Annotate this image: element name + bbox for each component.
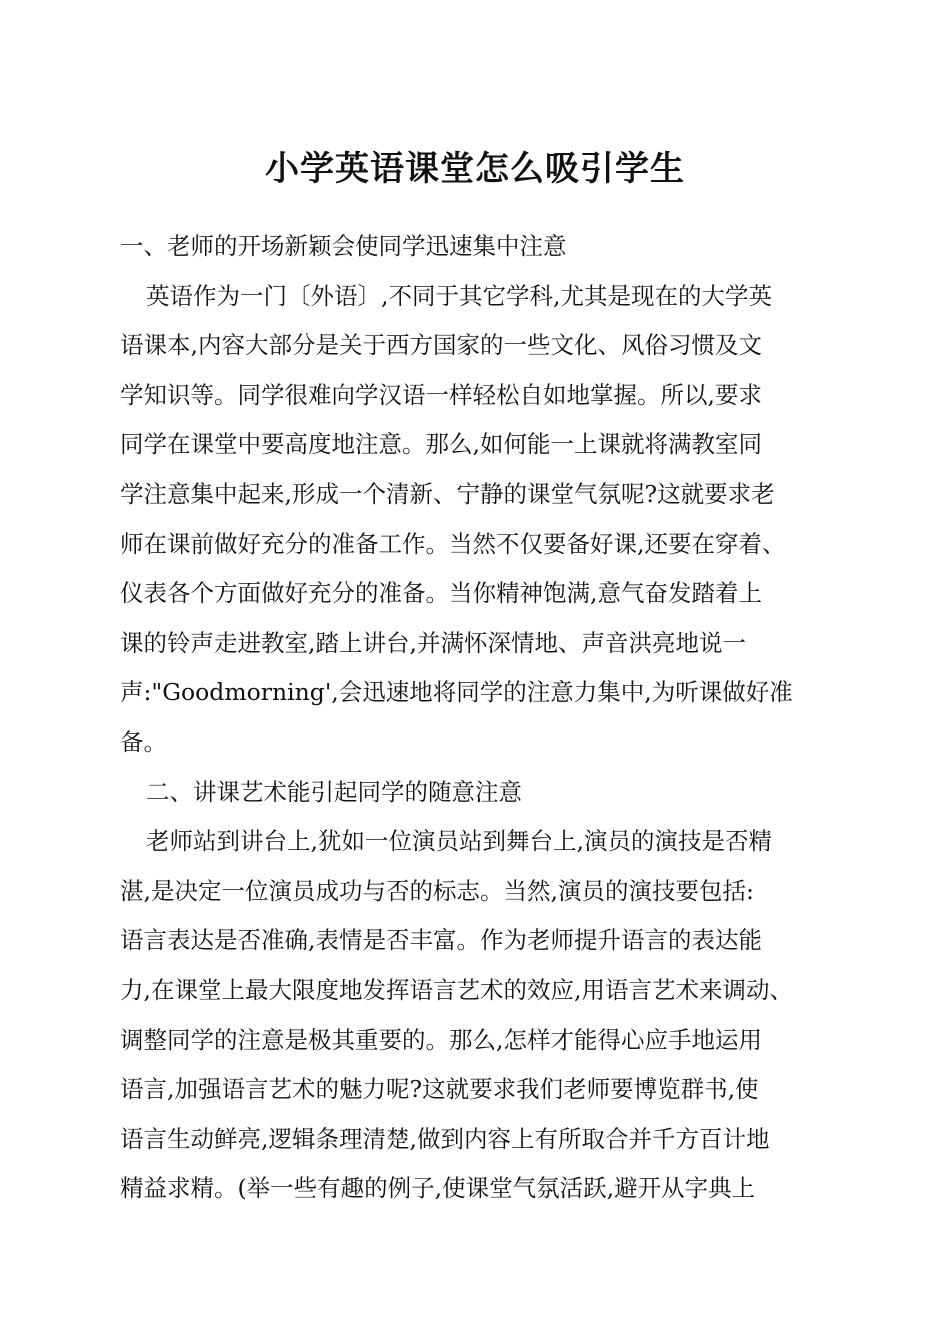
- text-line: 调整同学的注意是极其重要的。那么,怎样才能得心应手地运用: [120, 1025, 762, 1054]
- text-line: 语言生动鲜亮,逻辑条理清楚,做到内容上有所取合并千方百计地: [120, 1124, 770, 1153]
- text-line: 仪表各个方面做好充分的准备。当你精神饱满,意气奋发踏着上: [120, 579, 762, 608]
- text-line: 师在课前做好充分的准备工作。当然不仅要备好课,还要在穿着、: [120, 529, 786, 558]
- text-line: 语课本,内容大部分是关于西方国家的一些文化、风俗习惯及文: [120, 331, 762, 360]
- text-line: 湛,是决定一位演员成功与否的标志。当然,演员的演技要包括:: [120, 876, 754, 905]
- text-line: 精益求精。(举一些有趣的例子,使课堂气氛活跃,避开从字典上: [120, 1174, 756, 1203]
- text-line: 同学在课堂中要高度地注意。那么,如何能一上课就将满教室同: [120, 430, 762, 459]
- text-line: 课的铃声走进教室,踏上讲台,并满怀深情地、声音洪亮地说一: [120, 628, 746, 657]
- text-line: 学注意集中起来,形成一个清新、宁静的课堂气氛呢?这就要求老: [120, 479, 775, 508]
- text-line: 英语作为一门〔外语〕,不同于其它学科,尤其是现在的大学英: [146, 281, 772, 310]
- text-line: 老师站到讲台上,犹如一位演员站到舞台上,演员的演技是否精: [146, 827, 772, 856]
- text-line: 声:"Goodmorning',会迅速地将同学的注意力集中,为听课做好准: [120, 678, 793, 707]
- document-title: 小学英语课堂怎么吸引学生: [265, 149, 685, 189]
- text-line: 备。: [120, 727, 167, 756]
- text-line: 语言表达是否准确,表情是否丰富。作为老师提升语言的表达能: [120, 926, 762, 955]
- text-line: 二、讲课艺术能引起同学的随意注意: [146, 777, 522, 806]
- text-line: 一、老师的开场新颖会使同学迅速集中注意: [120, 232, 567, 260]
- document-body: [120, 222, 840, 1214]
- text-line: 力,在课堂上最大限度地发挥语言艺术的效应,用语言艺术来调动、: [120, 975, 793, 1004]
- text-line: 学知识等。同学很难向学汉语一样轻松自如地掌握。所以,要求: [120, 380, 762, 409]
- text-line: 语言,加强语言艺术的魅力呢?这就要求我们老师要博览群书,使: [120, 1075, 759, 1104]
